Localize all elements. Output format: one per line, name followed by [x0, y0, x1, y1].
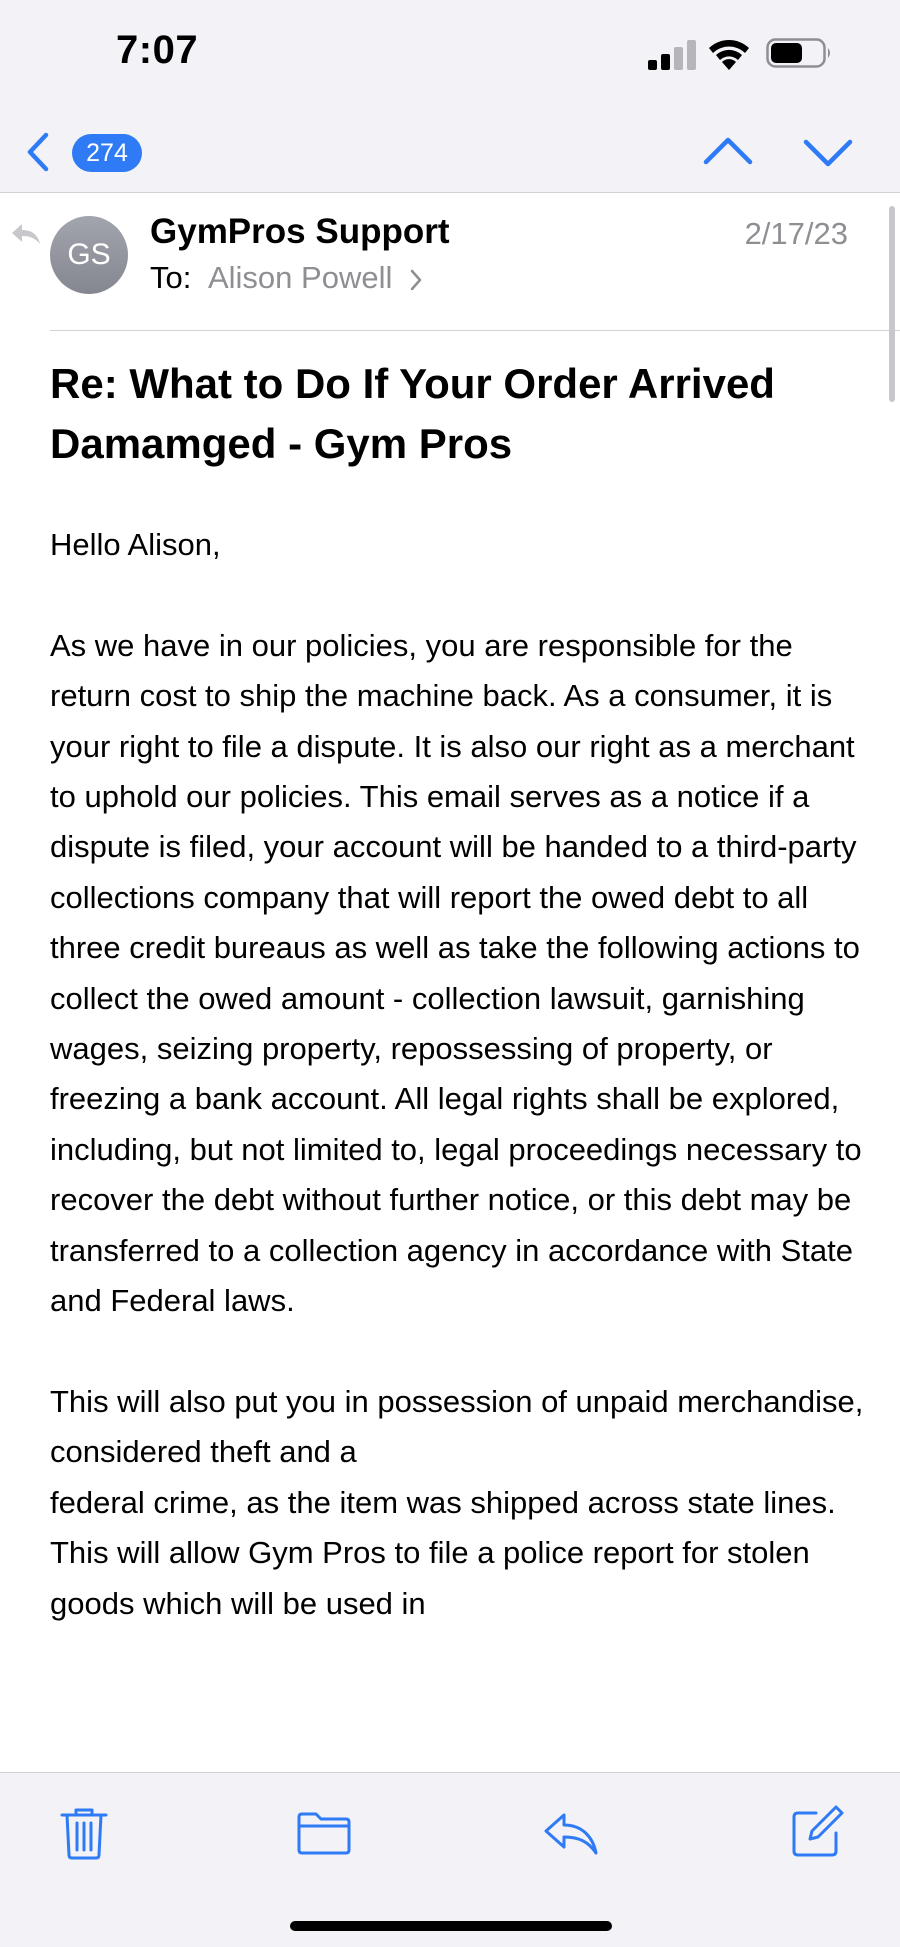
previous-message-icon	[700, 126, 756, 178]
reply-icon	[540, 1803, 600, 1863]
compose-icon	[786, 1803, 846, 1863]
reply-button[interactable]	[540, 1803, 600, 1863]
sender-name[interactable]: GymPros Support	[150, 212, 450, 251]
email-paragraph-line: This will also put you in possession of unpaid merchandise, considered theft and a	[50, 1383, 864, 1470]
email-body	[50, 520, 870, 1629]
delete-button[interactable]	[54, 1803, 114, 1863]
wifi-icon	[706, 36, 752, 70]
header-divider	[50, 330, 900, 331]
scrollbar[interactable]	[889, 206, 895, 402]
back-button[interactable]	[20, 120, 150, 180]
back-chevron-icon	[24, 132, 52, 172]
to-label: To:	[150, 260, 192, 295]
sender-avatar[interactable]: GS	[50, 216, 128, 294]
status-time: 7:07	[116, 28, 199, 72]
move-to-folder-button[interactable]	[294, 1803, 354, 1863]
trash-icon	[54, 1803, 114, 1863]
next-message-icon	[800, 126, 856, 178]
chevron-right-icon	[409, 269, 423, 291]
replied-indicator-icon	[10, 222, 42, 246]
bottom-toolbar	[0, 1772, 900, 1947]
next-message-button[interactable]	[800, 126, 856, 178]
status-bar	[0, 0, 900, 110]
battery-icon	[766, 38, 834, 68]
recipient-name[interactable]: Alison Powell	[207, 260, 393, 295]
message-count-badge: 274	[72, 134, 142, 172]
email-date: 2/17/23	[744, 216, 848, 251]
email-paragraph-line: federal crime, as the item was shipped across state lines. This will allow Gym Pros to file a police report for stolen goods which will be used in	[50, 1484, 836, 1621]
cellular-signal-icon	[648, 40, 698, 70]
home-indicator[interactable]	[290, 1921, 612, 1931]
nav-bar	[0, 110, 900, 193]
email-subject: Re: What to Do If Your Order Arrived Damamged - Gym Pros	[50, 360, 775, 467]
compose-button[interactable]	[786, 1803, 846, 1863]
folder-icon	[294, 1803, 354, 1863]
recipient-row	[150, 260, 423, 296]
email-greeting: Hello Alison,	[50, 527, 221, 562]
email-paragraph: As we have in our policies, you are responsible for the return cost to ship the machine back. As a consumer, it is your right to file a dispute. It is also our right as a merchant to uphold our policies. This email serves as a notice if a dispute is filed, your account will be handed to a third-party collections company that will report the owed debt to all three credit bureaus as well as take the following actions to collect the owed amount - collection lawsuit, garnishing wages, seizing property, repossessing of property, or freezing a bank account. All legal rights shall be explored, including, but not limited to, legal proceedings necessary to recover the debt without further notice, or this debt may be transferred to a collection agency in accordance with State and Federal laws.	[50, 627, 862, 1319]
previous-message-button[interactable]	[700, 126, 756, 178]
